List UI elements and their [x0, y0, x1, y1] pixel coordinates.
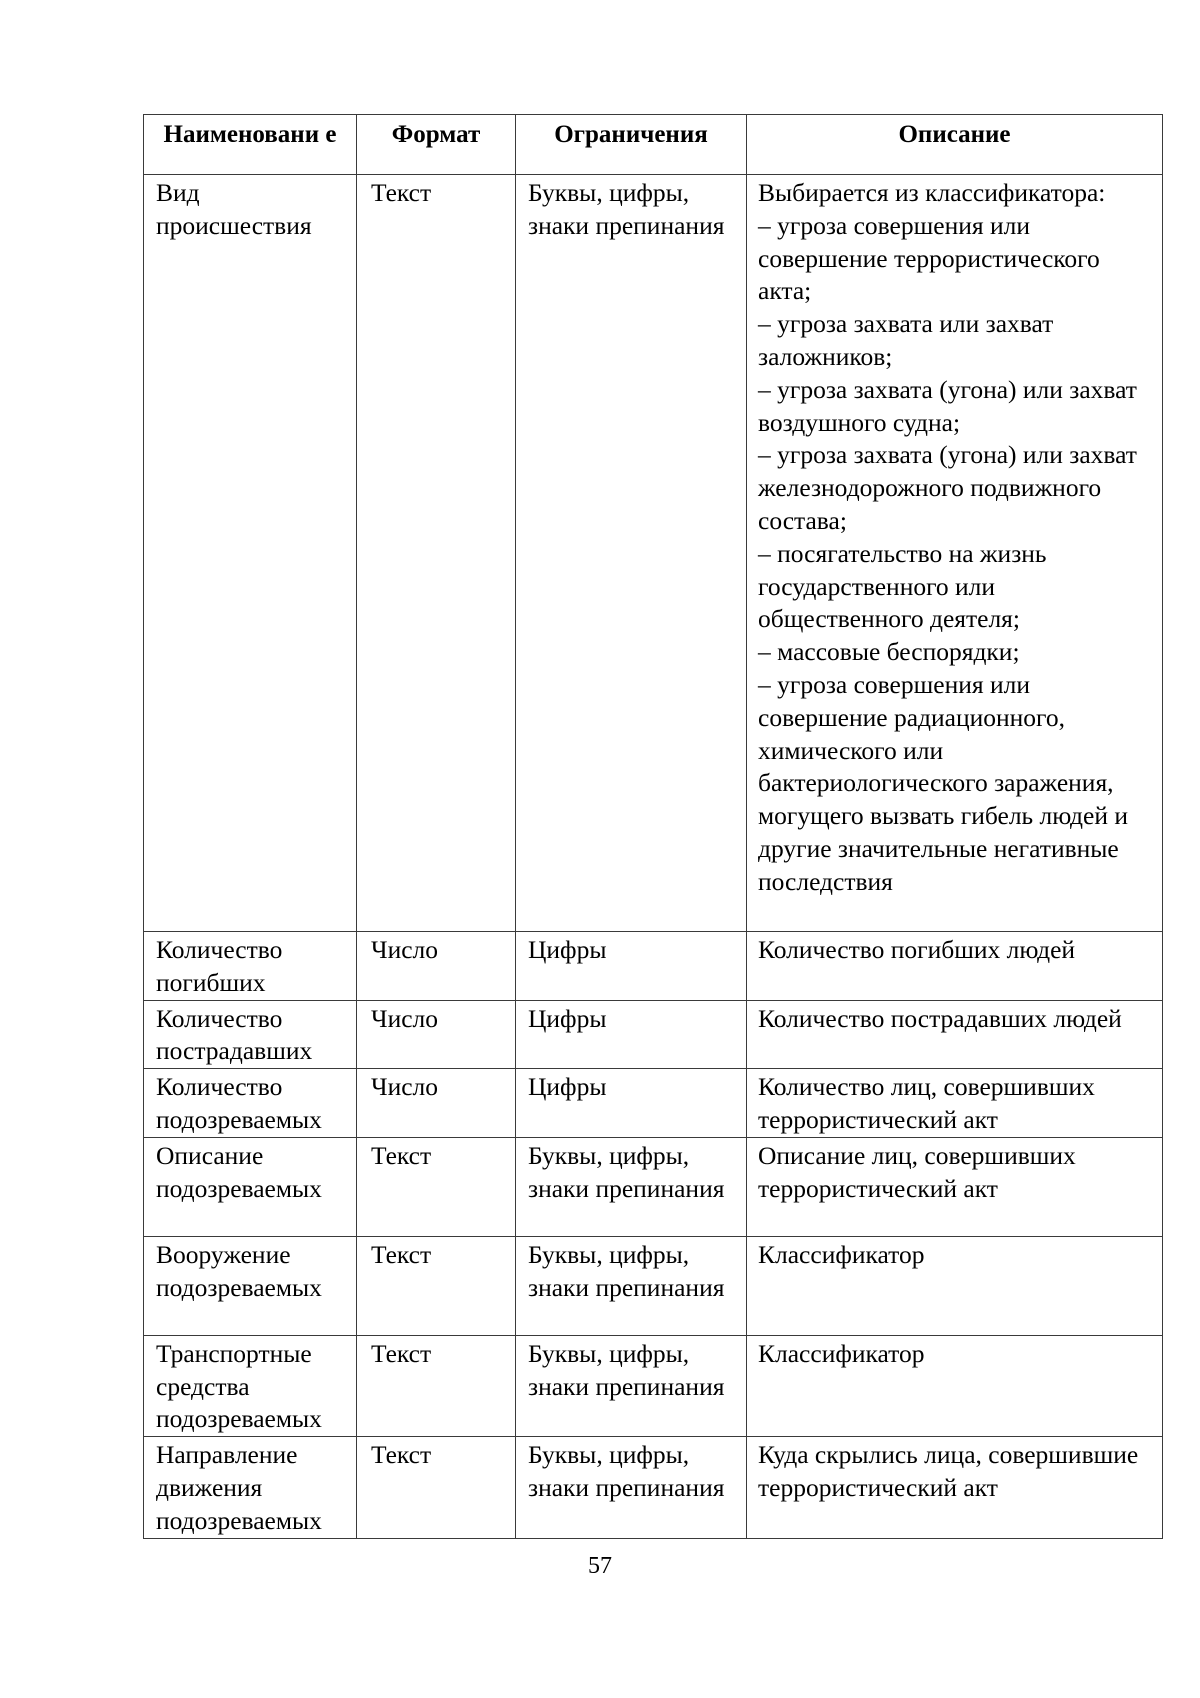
cell-description: Количество пострадавших людей: [747, 1000, 1163, 1069]
page-number: 57: [588, 1553, 612, 1579]
cell-format: Число: [357, 1000, 516, 1069]
description-list-item: – угроза совершения или совершение радиационного, химического или бактериологического заражения, могущего вызвать гибель людей и другие значительные негативные последствия: [758, 669, 1128, 896]
header-format: Формат: [357, 115, 516, 175]
table-row: [144, 1000, 1163, 1069]
header-description: Описание: [747, 115, 1163, 175]
cell-constraints: Буквы, цифры, знаки препинания: [516, 1137, 747, 1236]
cell-format: Текст: [357, 1236, 516, 1335]
cell-description: Куда скрылись лица, совершившие террористический акт: [747, 1437, 1163, 1538]
table-row: [144, 1236, 1163, 1335]
cell-name: Транспортные средства подозреваемых: [144, 1335, 357, 1436]
header-name: Наименовани е: [144, 115, 357, 175]
cell-format: Число: [357, 932, 516, 1001]
table-row: [144, 1437, 1163, 1538]
table-row: [144, 1137, 1163, 1236]
table-row: [144, 175, 1163, 932]
cell-format: Текст: [357, 1437, 516, 1538]
cell-description: Количество лиц, совершивших террористический акт: [747, 1069, 1163, 1138]
header-row: [144, 115, 1163, 175]
cell-name: Количество погибших: [144, 932, 357, 1001]
cell-name: Вид происшествия: [144, 175, 357, 932]
table-row: [144, 1069, 1163, 1138]
cell-format: Число: [357, 1069, 516, 1138]
cell-constraints: Цифры: [516, 1069, 747, 1138]
cell-description: Классификатор: [747, 1335, 1163, 1436]
description-list-item: – посягательство на жизнь государственного или общественного деятеля;: [758, 538, 1047, 634]
cell-format: Текст: [357, 175, 516, 932]
description-list-item: – массовые беспорядки;: [758, 637, 1020, 667]
cell-description: Количество погибших людей: [747, 932, 1163, 1001]
cell-description: [747, 175, 1163, 932]
cell-name: Количество пострадавших: [144, 1000, 357, 1069]
cell-name: Описание подозреваемых: [144, 1137, 357, 1236]
cell-constraints: Буквы, цифры, знаки препинания: [516, 175, 747, 932]
description-list-item: – угроза захвата или захват заложников;: [758, 309, 1054, 371]
cell-constraints: Цифры: [516, 932, 747, 1001]
table-row: [144, 932, 1163, 1001]
cell-constraints: Буквы, цифры, знаки препинания: [516, 1335, 747, 1436]
table-row: [144, 1335, 1163, 1436]
data-table: [143, 114, 1163, 1539]
cell-name: Количество подозреваемых: [144, 1069, 357, 1138]
cell-description: Классификатор: [747, 1236, 1163, 1335]
cell-format: Текст: [357, 1137, 516, 1236]
cell-description: Описание лиц, совершивших террористический акт: [747, 1137, 1163, 1236]
description-intro: Выбирается из классификатора:: [758, 178, 1106, 207]
cell-format: Текст: [357, 1335, 516, 1436]
cell-constraints: Цифры: [516, 1000, 747, 1069]
description-list-item: – угроза захвата (угона) или захват воздушного судна;: [758, 374, 1137, 437]
cell-name: Направление движения подозреваемых: [144, 1437, 357, 1538]
description-list-item: – угроза захвата (угона) или захват железнодорожного подвижного состава;: [758, 440, 1137, 535]
cell-constraints: Буквы, цифры, знаки препинания: [516, 1236, 747, 1335]
cell-constraints: Буквы, цифры, знаки препинания: [516, 1437, 747, 1538]
header-constraints: Ограничения: [516, 115, 747, 175]
cell-name: Вооружение подозреваемых: [144, 1236, 357, 1335]
description-list-item: – угроза совершения или совершение террористического акта;: [758, 210, 1100, 306]
